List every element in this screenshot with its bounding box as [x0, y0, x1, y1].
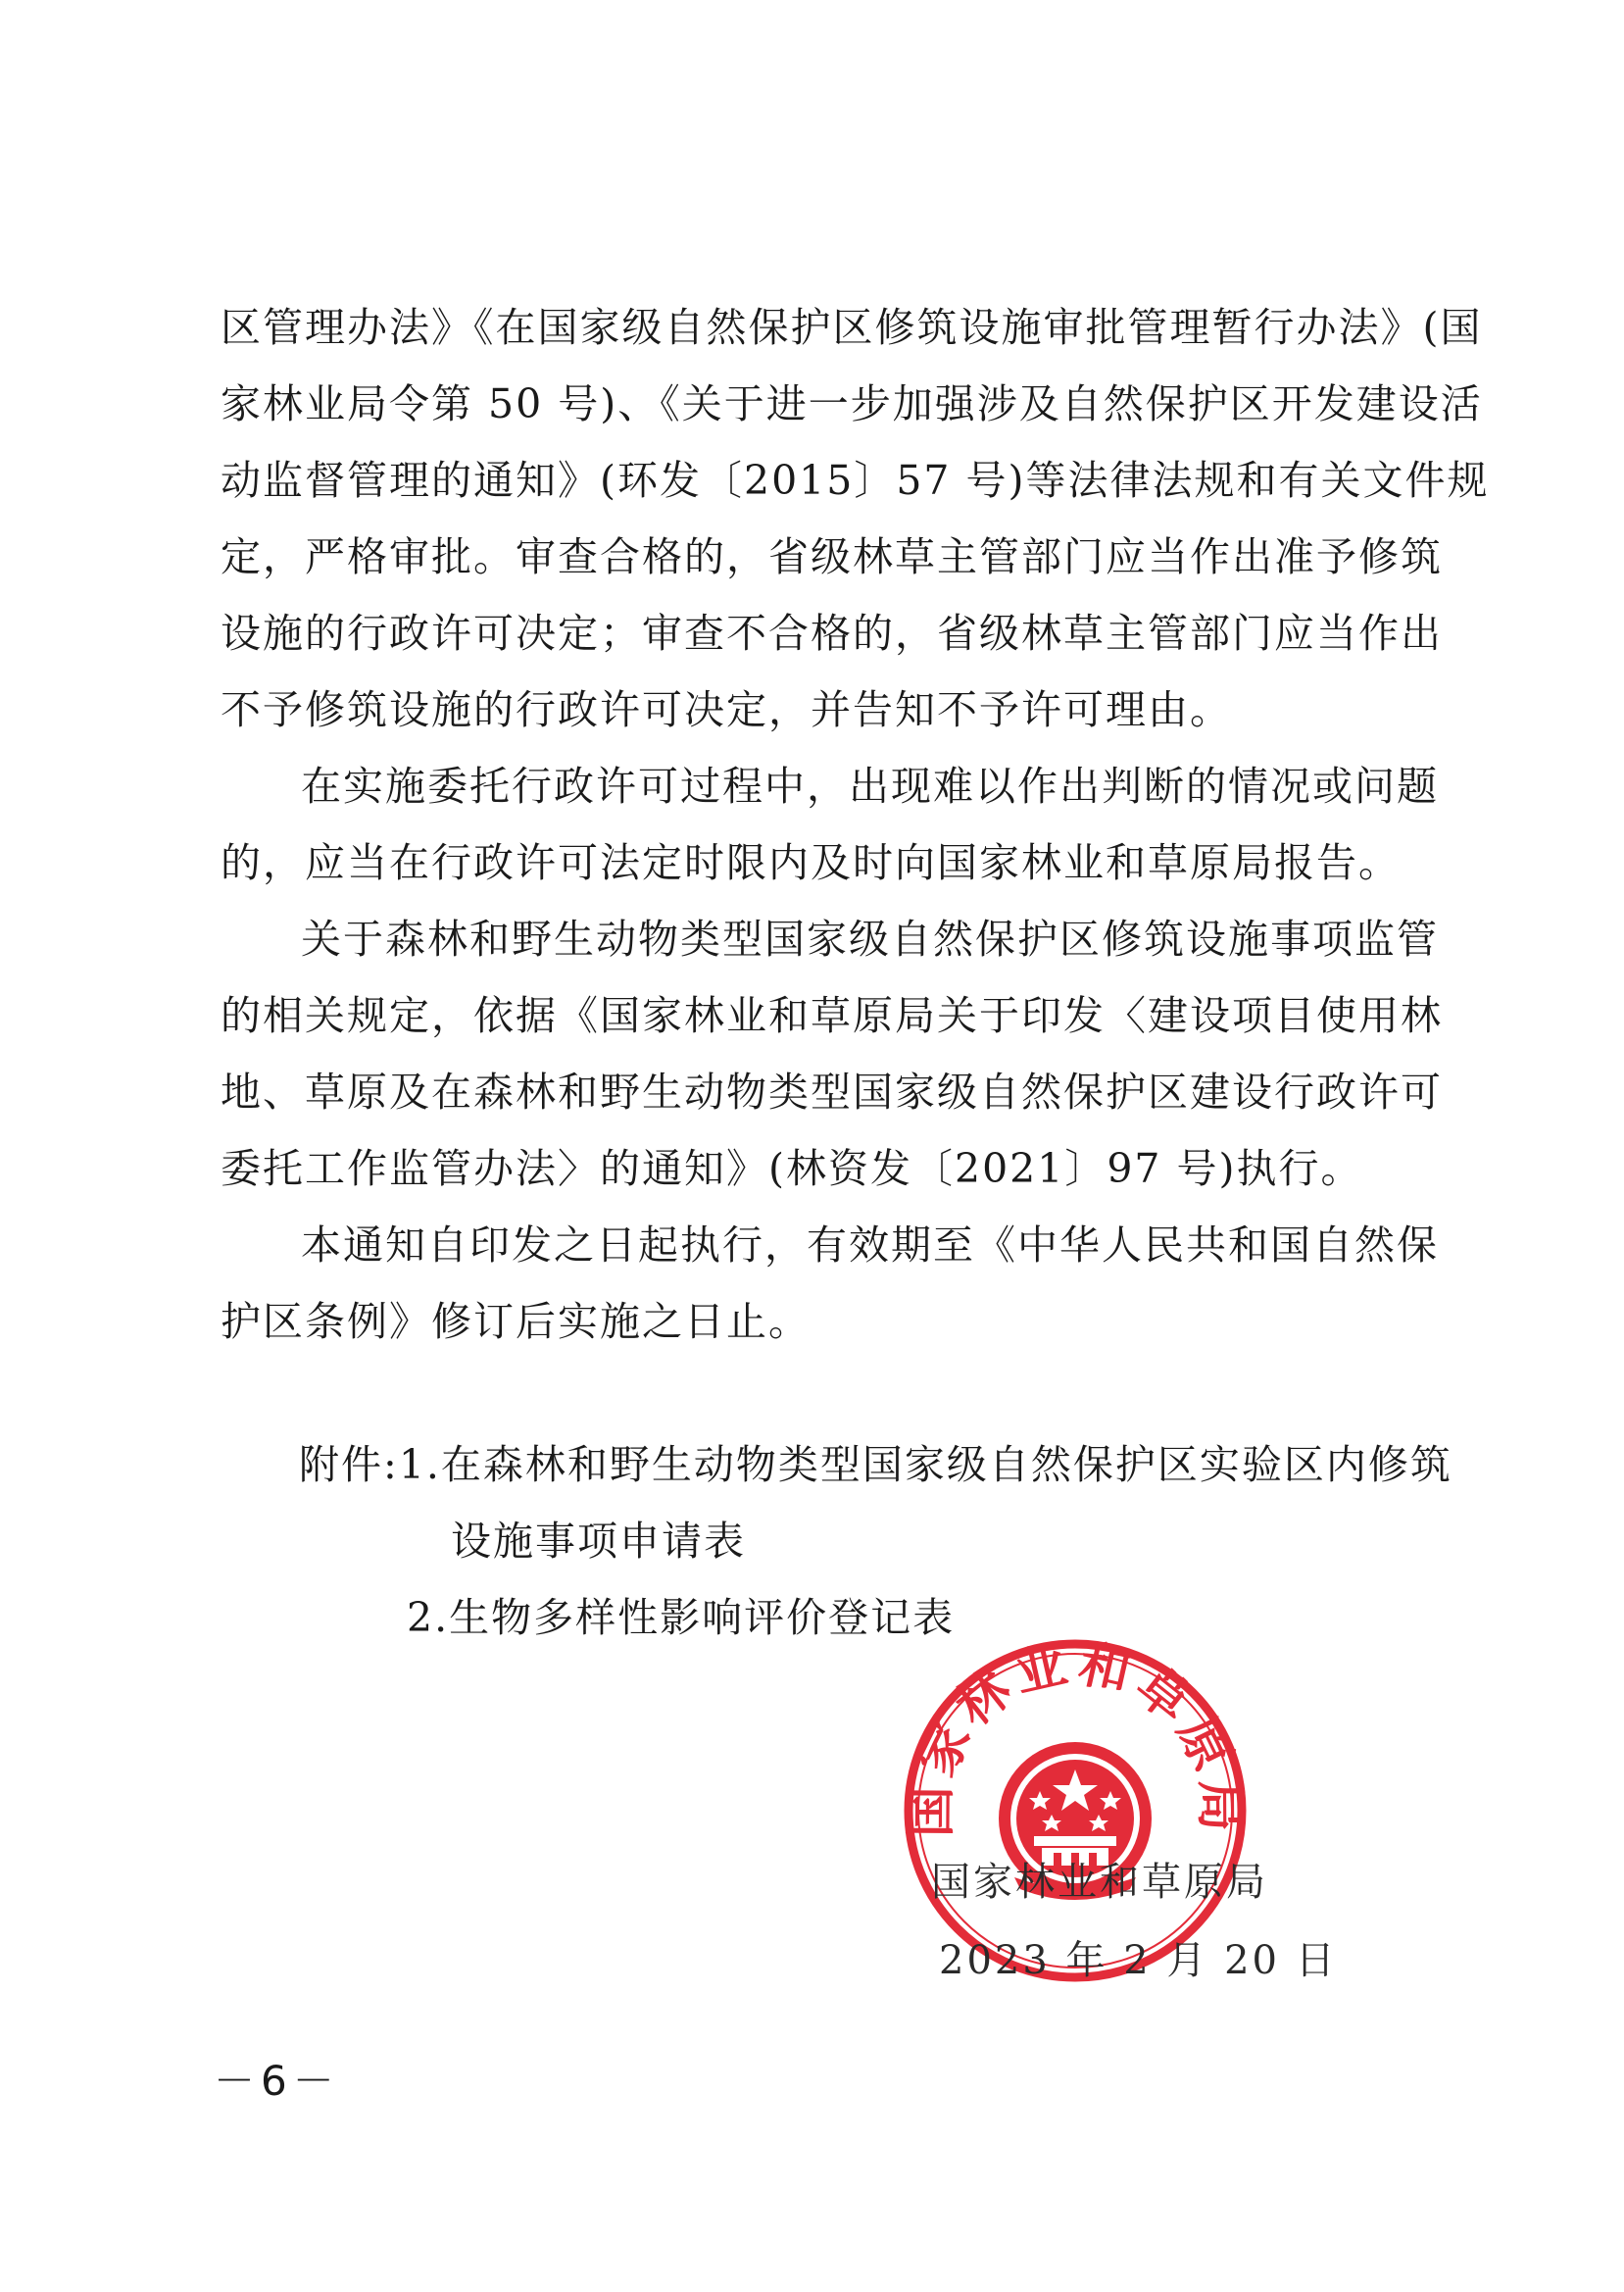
text-line: 家林业局令第 50 号)、《关于进一步加强涉及自然保护区开发建设活: [221, 380, 1483, 427]
text-line: 本通知自印发之日起执行，有效期至《中华人民共和国自然保: [301, 1221, 1439, 1269]
seal-text: 国家林业和草原局: [901, 1633, 1251, 1838]
text-line: 关于森林和野生动物类型国家级自然保护区修筑设施事项监管: [301, 916, 1439, 963]
text-line: 委托工作监管办法〉的通知》(林资发〔2021〕97 号)执行。: [221, 1145, 1363, 1192]
text-line: 护区条例》修订后实施之日止。: [221, 1298, 811, 1345]
body-text: [221, 289, 1490, 1360]
text-line: 不予修筑设施的行政许可决定，并告知不予许可理由。: [221, 686, 1232, 733]
attachment-item-1-continued: 设施事项申请表: [451, 1518, 746, 1565]
text-line: 在实施委托行政许可过程中，出现难以作出判断的情况或问题: [301, 763, 1439, 810]
text-line: 的，应当在行政许可法定时限内及时向国家林业和草原局报告。: [221, 839, 1401, 886]
issue-date: 2023 年 2 月 20 日: [939, 1938, 1338, 1983]
page-number: －6－: [214, 2057, 340, 2105]
attachments-list: [299, 1426, 1452, 1656]
text-line: 动监督管理的通知》(环发〔2015〕57 号)等法律法规和有关文件规: [221, 457, 1490, 504]
attachment-item-2: 2.生物多样性影响评价登记表: [407, 1594, 956, 1641]
issuing-organization: 国家林业和草原局: [931, 1860, 1268, 1905]
text-line: 定，严格审批。审查合格的，省级林草主管部门应当作出准予修筑: [221, 533, 1443, 580]
paragraph-1: [221, 289, 1490, 748]
text-line: 区管理办法》《在国家级自然保护区修筑设施审批管理暂行办法》(国: [221, 304, 1483, 351]
paragraph-2: [221, 748, 1439, 901]
text-line: 地、草原及在森林和野生动物类型国家级自然保护区建设行政许可: [221, 1069, 1443, 1116]
signature-block: [931, 1843, 1338, 2000]
paragraph-3: [221, 901, 1443, 1207]
text-line: 设施的行政许可决定；审查不合格的，省级林草主管部门应当作出: [221, 610, 1443, 657]
attachment-item-1: 附件:1.在森林和野生动物类型国家级自然保护区实验区内修筑: [299, 1441, 1452, 1488]
paragraph-4: [221, 1207, 1439, 1360]
text-line: 的相关规定，依据《国家林业和草原局关于印发〈建设项目使用林: [221, 992, 1443, 1039]
